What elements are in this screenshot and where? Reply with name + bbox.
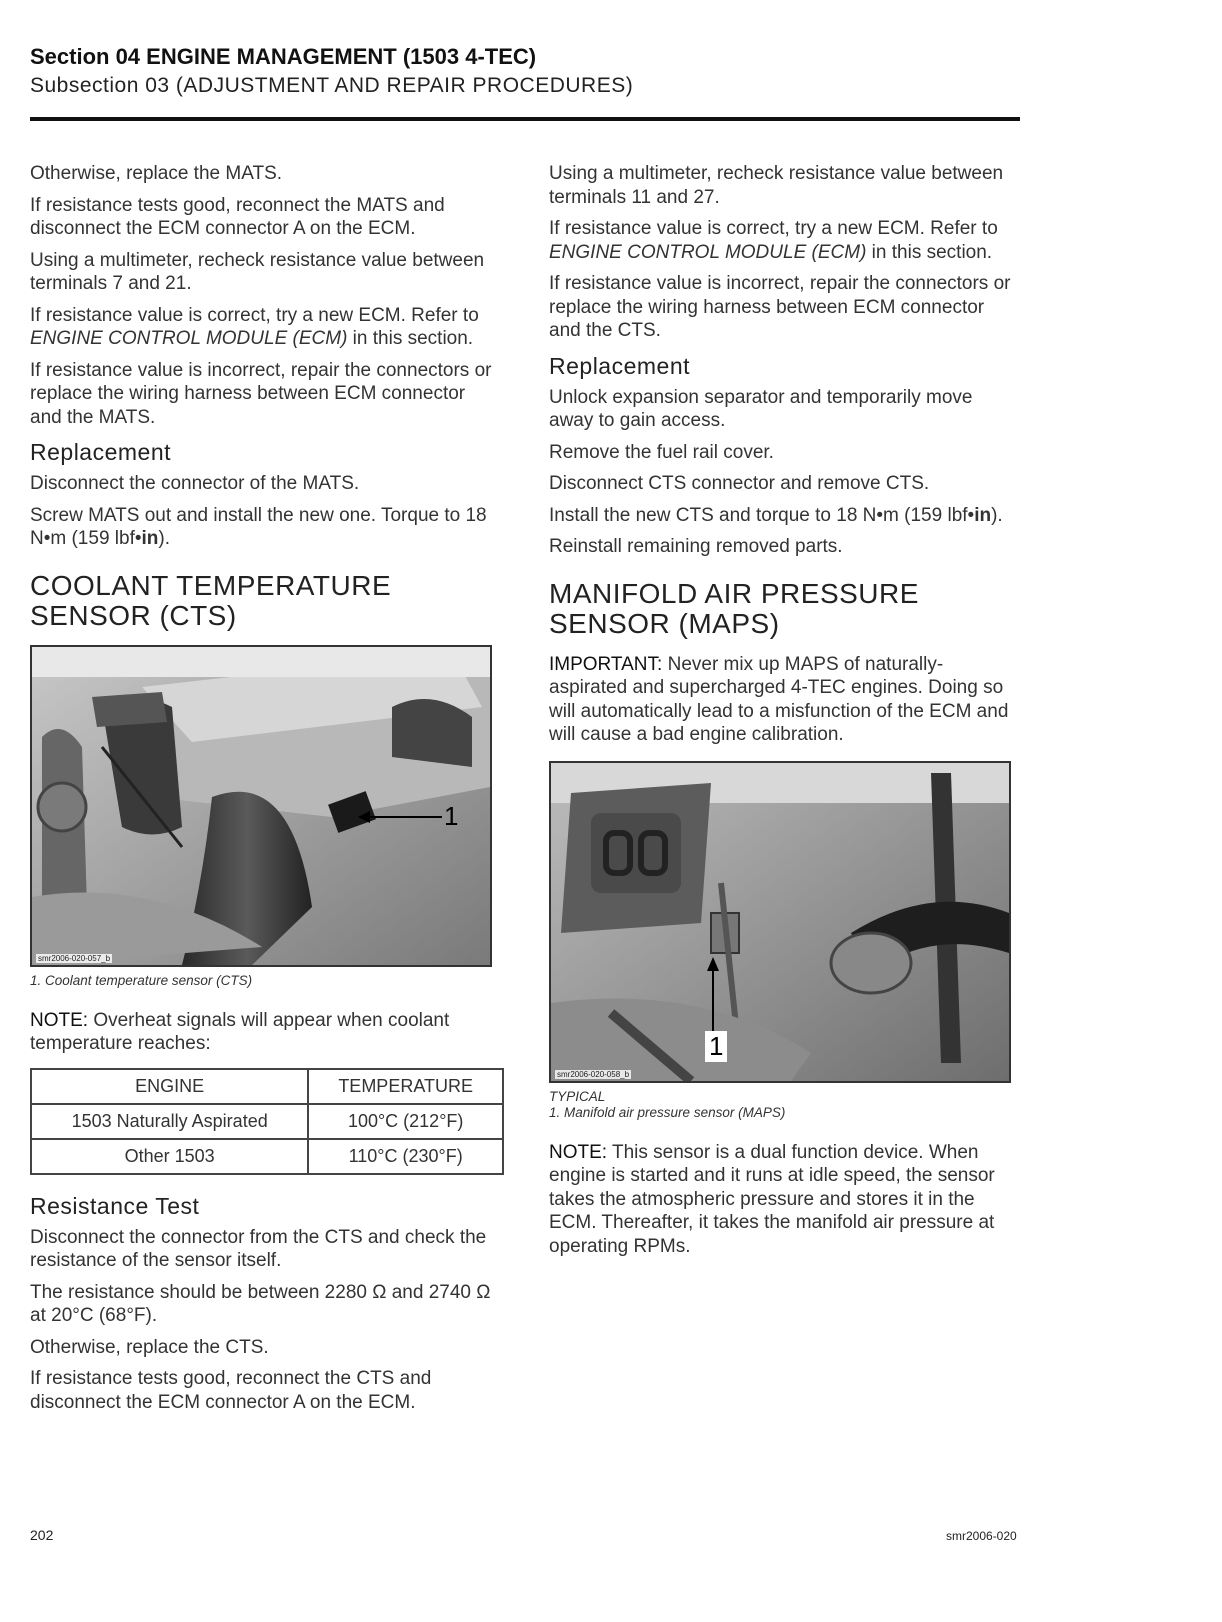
table-header: ENGINE — [31, 1069, 308, 1104]
paragraph: Screw MATS out and install the new one. Torque to 18 N•m (159 lbf•in). — [30, 504, 487, 549]
table-cell: 1503 Naturally Aspirated — [31, 1104, 308, 1139]
engine-photo-cts — [32, 647, 490, 965]
engine-photo-maps — [551, 763, 1009, 1081]
resistance-test-heading: Resistance Test — [30, 1192, 200, 1219]
table-row — [31, 1139, 503, 1174]
left-column — [30, 162, 500, 1422]
page-number: 202 — [30, 1527, 54, 1543]
table-cell: 100°C (212°F) — [308, 1104, 503, 1139]
subsection-title: Subsection 03 (ADJUSTMENT AND REPAIR PROCEDURES) — [30, 74, 634, 97]
table-header: TEMPERATURE — [308, 1069, 503, 1104]
paragraph: Disconnect the connector of the MATS. — [30, 473, 360, 494]
paragraph: Disconnect CTS connector and remove CTS. — [549, 473, 930, 494]
paragraph: Using a multimeter, recheck resistance value between terminals 11 and 27. — [549, 163, 1004, 208]
paragraph: Install the new CTS and torque to 18 N•m (159 lbf•in). — [549, 504, 1003, 526]
replacement-heading: Replacement — [30, 439, 172, 465]
replacement-heading: Replacement — [549, 352, 691, 379]
callout-number: 1 — [444, 800, 459, 831]
note: NOTE: Overheat signals will appear when coolant temperature reaches: — [30, 1009, 450, 1054]
cross-reference: ENGINE CONTROL MODULE (ECM) — [30, 328, 348, 349]
note: NOTE: This sensor is a dual function device. When engine is started and it runs at idle speed, the sensor takes the atmospheric pressure and stores it in the ECM. Thereafter, it takes the manifold air pressure at operating RPMs. — [549, 1141, 995, 1257]
cts-heading: COOLANT TEMPERATURE SENSOR (CTS) — [30, 569, 392, 631]
paragraph: Otherwise, replace the MATS. — [30, 163, 283, 184]
figure-code: smr2006-020-057_b — [38, 953, 111, 963]
maps-heading: MANIFOLD AIR PRESSURE SENSOR (MAPS) — [549, 577, 919, 639]
paragraph: If resistance value is correct, try a new ECM. Refer to ENGINE CONTROL MODULE (ECM) in this section. — [30, 304, 479, 349]
paragraph: Disconnect the connector from the CTS and check the resistance of the sensor itself. — [30, 1226, 487, 1271]
caption-typical: TYPICAL — [549, 1088, 606, 1104]
cross-reference: ENGINE CONTROL MODULE (ECM) — [549, 241, 867, 263]
table-row — [31, 1104, 503, 1139]
callout-number: 1 — [705, 1031, 727, 1062]
document-code: smr2006-020 — [946, 1529, 1017, 1543]
caption-item: 1. Manifold air pressure sensor (MAPS) — [549, 1104, 786, 1120]
table-cell: Other 1503 — [31, 1139, 308, 1174]
paragraph: If resistance tests good, reconnect the CTS and disconnect the ECM connector A on the ECM. — [30, 1368, 432, 1413]
paragraph: Remove the fuel rail cover. — [549, 441, 774, 463]
paragraph: The resistance should be between 2280 Ω and 2740 Ω at 20°C (68°F). — [30, 1281, 491, 1326]
paragraph: Reinstall remaining removed parts. — [549, 536, 843, 557]
important-note: IMPORTANT: Never mix up MAPS of naturally-aspirated and supercharged 4-TEC engines. Doing so will automatically lead to a misfunction of the ECM and will cause a bad engine calibration. — [549, 653, 1009, 745]
right-column — [549, 162, 1019, 1266]
paragraph: If resistance value is correct, try a new ECM. Refer to ENGINE CONTROL MODULE (ECM) in this section. — [549, 218, 998, 263]
figure-caption: 1. Coolant temperature sensor (CTS) — [30, 972, 253, 988]
paragraph: If resistance tests good, reconnect the MATS and disconnect the ECM connector A on the ECM. — [30, 194, 445, 239]
paragraph: If resistance value is incorrect, repair the connectors or replace the wiring harness between ECM connector and the CTS. — [549, 273, 1011, 341]
table-header-row — [31, 1069, 503, 1104]
figure-code: smr2006-020-058_b — [557, 1069, 630, 1079]
maps-figure — [549, 761, 1011, 1083]
cts-figure — [30, 645, 492, 967]
temperature-table — [30, 1068, 504, 1175]
table-cell: 110°C (230°F) — [308, 1139, 503, 1174]
figure-caption — [549, 1089, 1019, 1121]
paragraph: Otherwise, replace the CTS. — [30, 1336, 269, 1358]
paragraph: Using a multimeter, recheck resistance value between terminals 7 and 21. — [30, 249, 485, 294]
paragraph: Unlock expansion separator and temporarily move away to gain access. — [549, 386, 973, 431]
header-rule — [30, 117, 1020, 121]
section-title: Section 04 ENGINE MANAGEMENT (1503 4-TEC) — [30, 44, 537, 69]
paragraph: If resistance value is incorrect, repair the connectors or replace the wiring harness between ECM connector and the MATS. — [30, 359, 492, 428]
